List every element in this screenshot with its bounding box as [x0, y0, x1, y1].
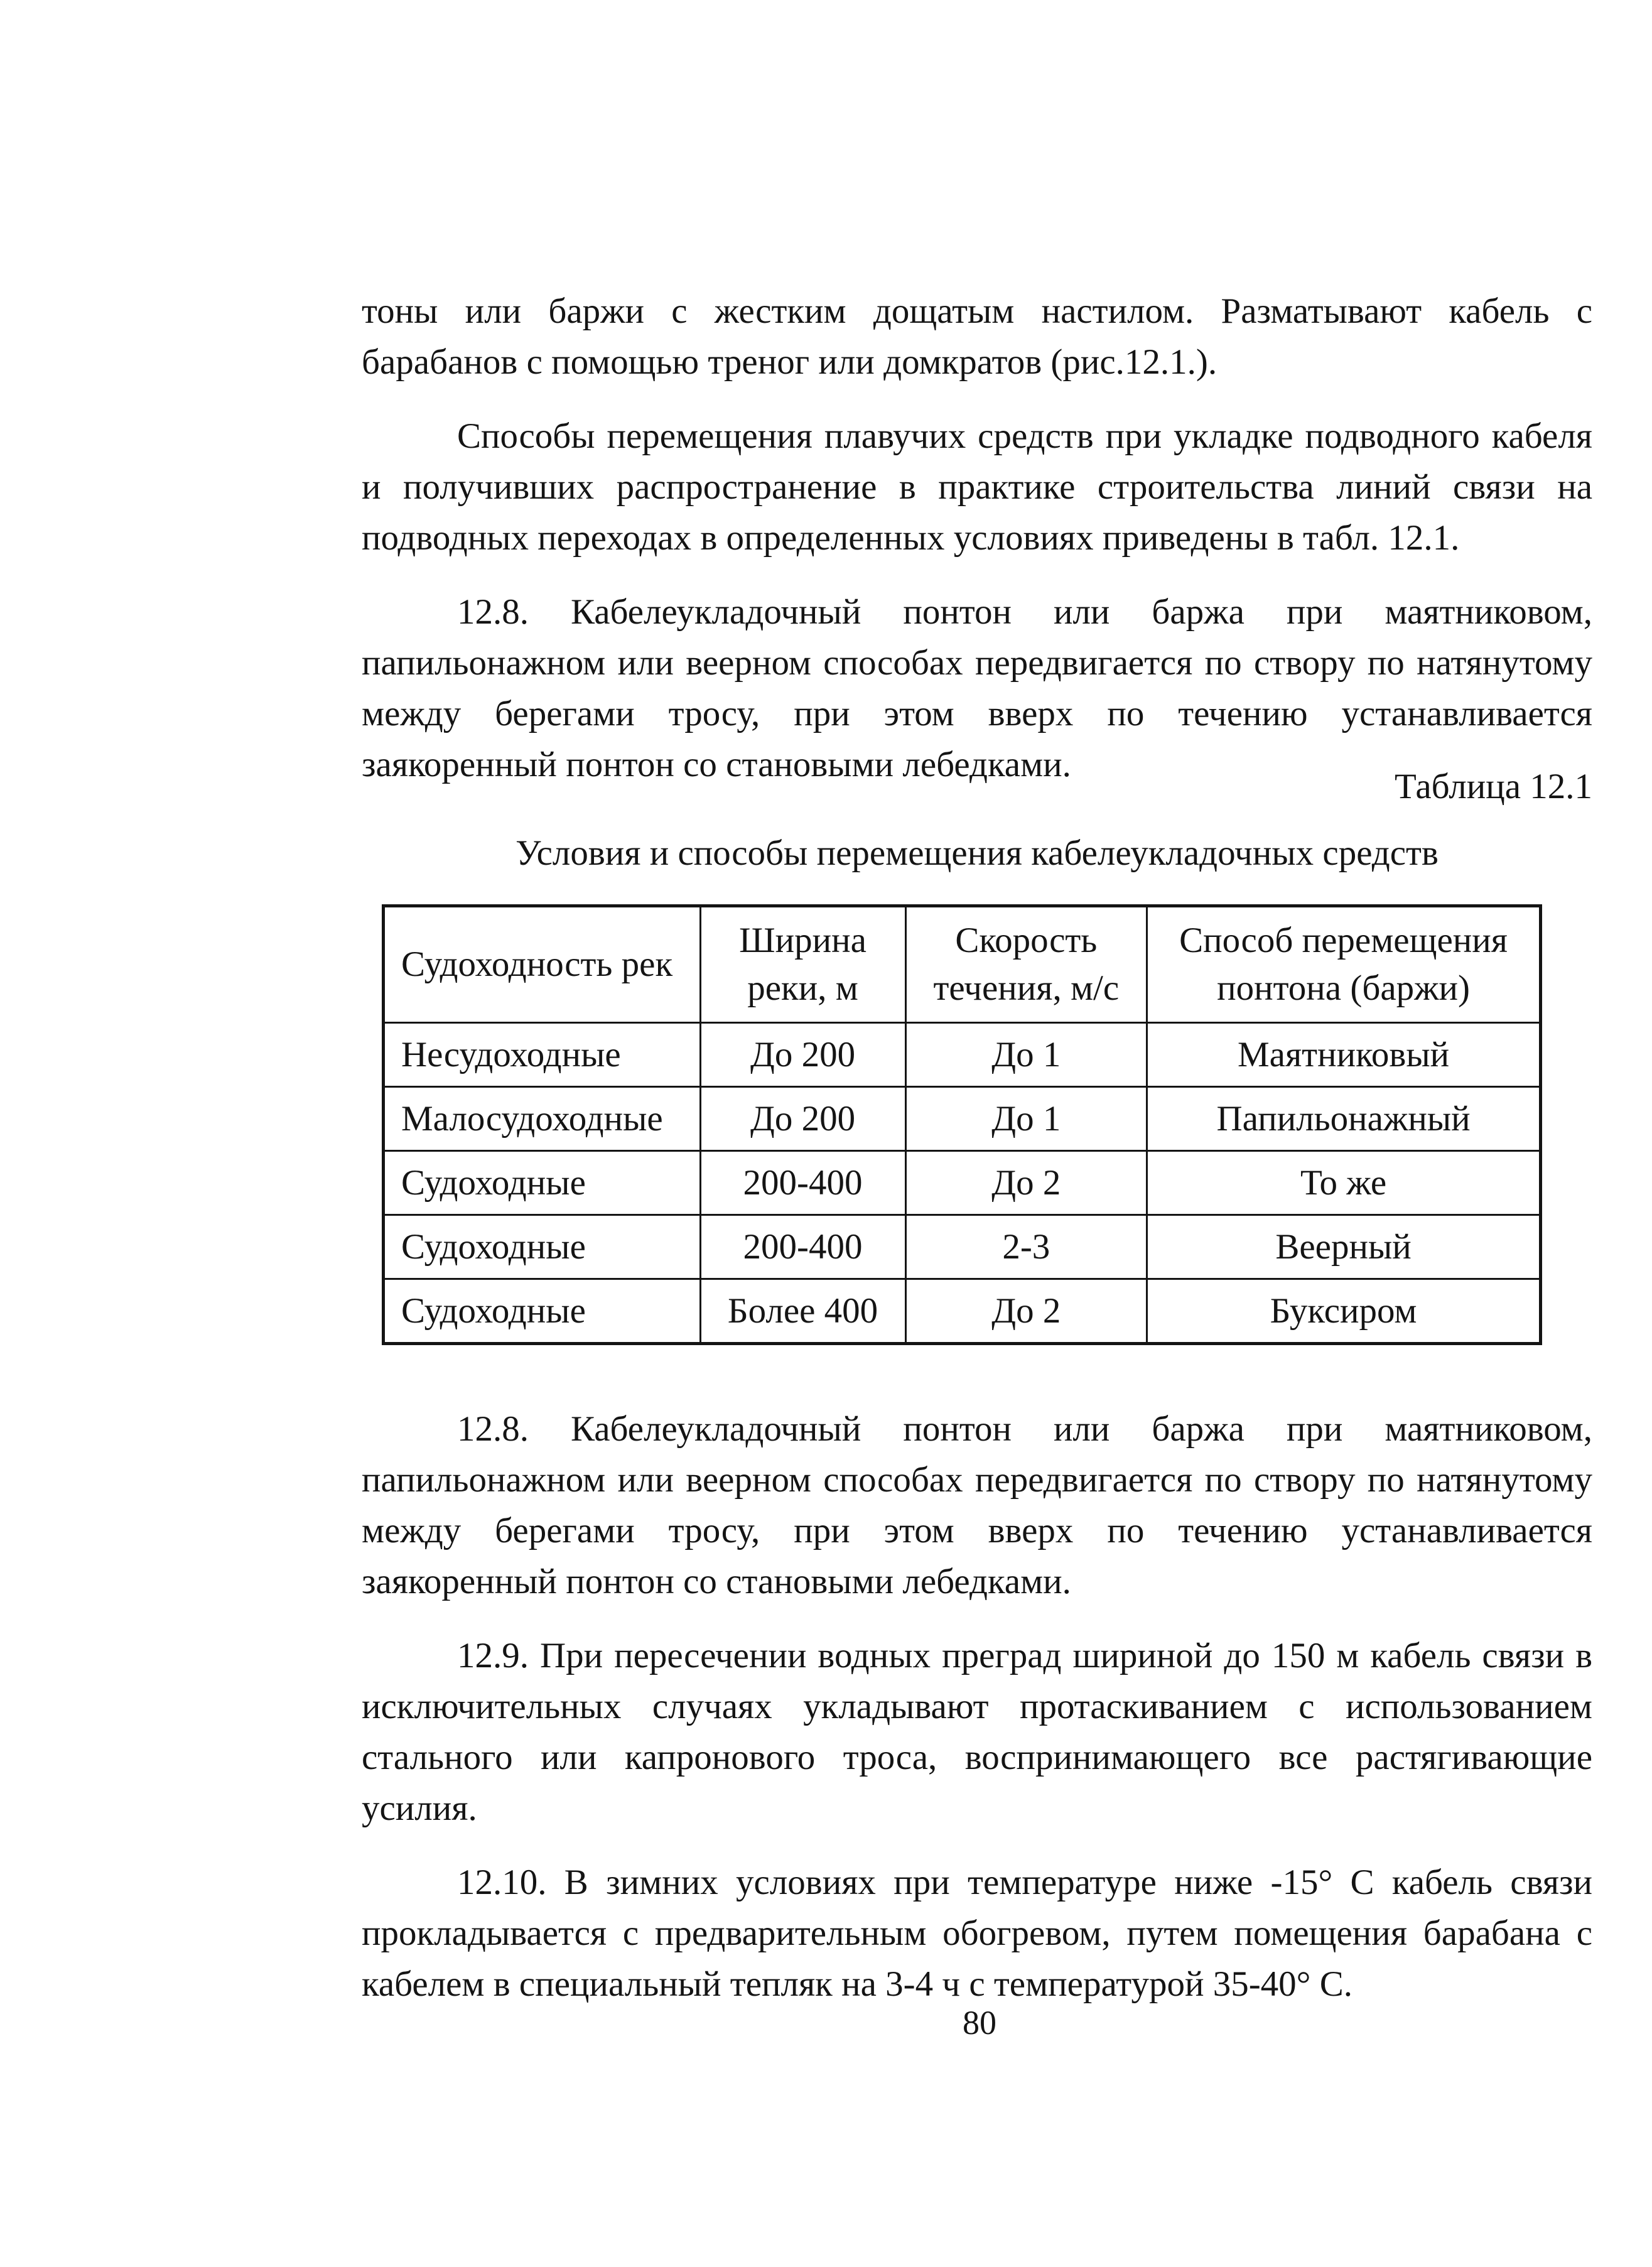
paragraph-12-9: 12.9. При пересечении водных преград шириной до 150 м кабель связи в исключительных случаях укладывают протаскиванием с использованием стального или капронового троса, воспринимающего все растягивающие усилия. [362, 1636, 1592, 1828]
header-current-speed-line2: течения, м/с [933, 968, 1120, 1008]
cell-movement-method: То же [1147, 1151, 1541, 1215]
cell-current-speed: До 1 [905, 1023, 1147, 1087]
cell-current-speed: 2-3 [905, 1215, 1147, 1279]
paragraph-continuation: тоны или баржи с жестким дощатым настилом. Разматывают кабель с барабанов с помощью треног или домкратов (рис.12.1.). [362, 291, 1592, 382]
header-navigability [384, 906, 701, 1023]
header-movement-method-line1: Способ перемещения [1179, 921, 1508, 960]
table-caption: Условия и способы перемещения кабелеукладочных средств [516, 833, 1439, 873]
table-label: Таблица 12.1 [1394, 767, 1592, 806]
paragraph-12-8-repeat: 12.8. Кабелеукладочный понтон или баржа при маятниковом, папильонажном или веерном способах передвигается по створу по натянутому между берегами тросу, при этом вверх по течению устанавливается заякоренный понтон со становыми лебедками. [362, 1409, 1592, 1601]
table-header-row [384, 906, 1541, 1023]
table-row [384, 1087, 1541, 1151]
cell-river-width: До 200 [700, 1023, 905, 1087]
cell-movement-method: Буксиром [1147, 1279, 1541, 1344]
methods-table [382, 904, 1542, 1345]
header-river-width-line1: Ширина [739, 921, 866, 960]
cell-navigability: Малосудоходные [384, 1087, 701, 1151]
header-current-speed-line1: Скорость [955, 921, 1098, 960]
paragraph-12-8: 12.8. Кабелеукладочный понтон или баржа при маятниковом, папильонажном или веерном способах передвигается по створу по натянутому между берегами тросу, при этом вверх по течению устанавливается заякоренный понтон со становыми лебедками. [362, 592, 1592, 784]
table-row [384, 1215, 1541, 1279]
cell-navigability: Судоходные [384, 1151, 701, 1215]
header-movement-method [1147, 906, 1541, 1023]
table-row [384, 1023, 1541, 1087]
cell-current-speed: До 2 [905, 1279, 1147, 1344]
page-number: 80 [963, 2004, 996, 2042]
cell-river-width: 200-400 [700, 1151, 905, 1215]
cell-river-width: Более 400 [700, 1279, 905, 1344]
header-river-width-line2: реки, м [747, 968, 858, 1008]
cell-navigability: Несудоходные [384, 1023, 701, 1087]
cell-current-speed: До 1 [905, 1087, 1147, 1151]
cell-current-speed: До 2 [905, 1151, 1147, 1215]
header-river-width [700, 906, 905, 1023]
header-movement-method-line2: понтона (баржи) [1217, 968, 1470, 1008]
cell-river-width: 200-400 [700, 1215, 905, 1279]
table-row [384, 1151, 1541, 1215]
paragraph-12-10: 12.10. В зимних условиях при температуре ниже -15° С кабель связи прокладывается с предварительным обогревом, путем помещения барабана с кабелем в специальный тепляк на 3-4 ч с температурой 35-40° С. [362, 1863, 1592, 2004]
paragraph-methods-intro: Способы перемещения плавучих средств при укладке подводного кабеля и получивших распространение в практике строительства линий связи на подводных переходах в определенных условиях приведены в табл. 12.1. [362, 416, 1592, 558]
top-text-section [362, 286, 1592, 790]
cell-movement-method: Веерный [1147, 1215, 1541, 1279]
cell-river-width: До 200 [700, 1087, 905, 1151]
cell-movement-method: Папильонажный [1147, 1087, 1541, 1151]
header-current-speed [905, 906, 1147, 1023]
cell-movement-method: Маятниковый [1147, 1023, 1541, 1087]
cell-navigability: Судоходные [384, 1279, 701, 1344]
header-navigability-label: Судоходность рек [401, 944, 673, 984]
cell-navigability: Судоходные [384, 1215, 701, 1279]
table-row [384, 1279, 1541, 1344]
bottom-text-section [362, 1404, 1592, 2010]
